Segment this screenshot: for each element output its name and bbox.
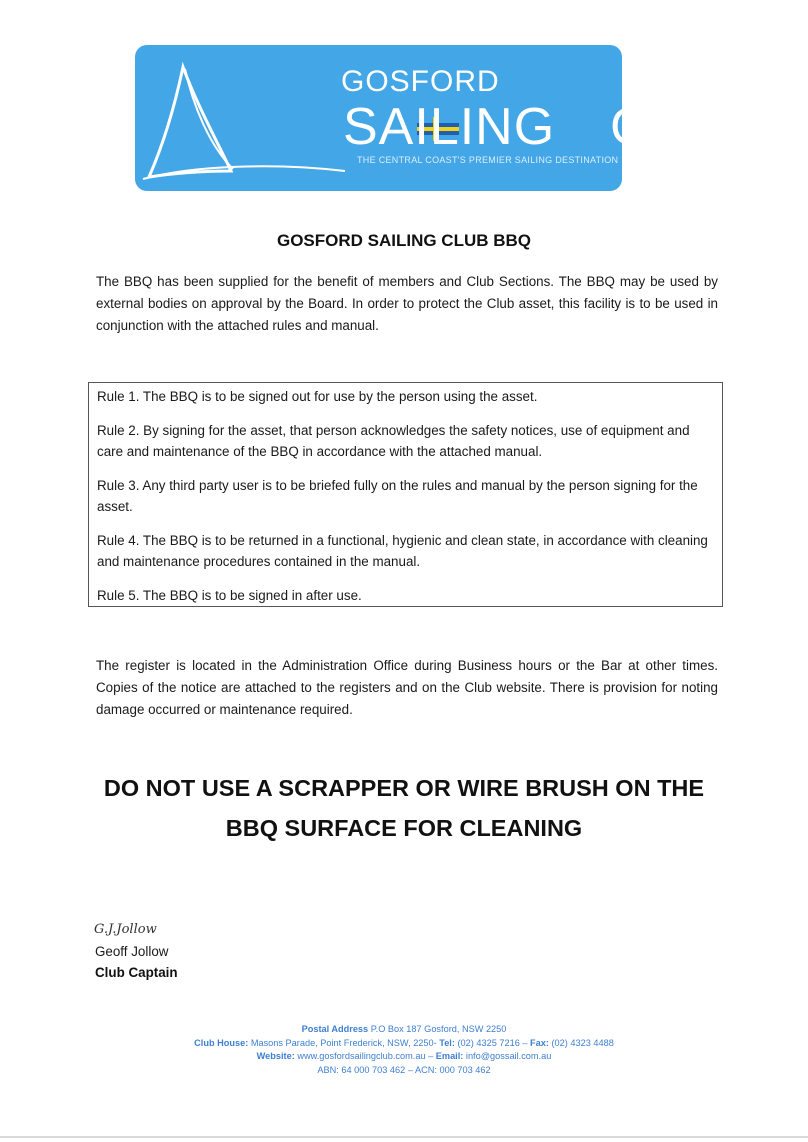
intro-paragraph: The BBQ has been supplied for the benefit of members and Club Sections. The BBQ may be used by external bodies on approval by the Board. In order to protect the Club asset, this facility is to be used in conjunction with the attached rules and manual. (96, 274, 718, 333)
logo-tagline: THE CENTRAL COAST'S PREMIER SAILING DESTINATION (357, 155, 619, 165)
rule-4: Rule 4. The BBQ is to be returned in a functional, hygienic and clean state, in accordance with cleaning and maintenance procedures contained in the manual. (97, 533, 708, 569)
warning-line-2: BBQ SURFACE FOR CLEANING (225, 815, 583, 841)
footer-clubhouse (0, 1037, 808, 1051)
rules-box (88, 382, 723, 607)
website-label: Website: (256, 1051, 295, 1061)
postal-label: Postal Address (301, 1024, 369, 1034)
logo-line-sailing: SAILING (343, 98, 556, 156)
fax-label: Fax: (530, 1037, 549, 1048)
logo-line-club: CLUB (610, 98, 753, 156)
tel-label: Tel: (439, 1037, 455, 1048)
clubhouse-value: Masons Parade, Point Frederick, NSW, 2250- (250, 1037, 437, 1048)
email-link: info@gossail.com.au (465, 1051, 552, 1061)
logo-line-gosford: GOSFORD (341, 65, 500, 98)
signer-name: Geoff Jollow (95, 944, 169, 959)
signature: G.J.Jollow (94, 922, 157, 937)
footer (0, 1023, 808, 1077)
tel-value: (02) 4325 7216 – (457, 1037, 528, 1048)
rule-3: Rule 3. Any third party user is to be briefed fully on the rules and manual by the person signing for the asset. (97, 478, 698, 514)
fax-value: (02) 4323 4488 (551, 1037, 614, 1048)
postal-value: P.O Box 187 Gosford, NSW 2250 (370, 1024, 507, 1034)
register-paragraph: The register is located in the Administration Office during Business hours or the Bar at other times. Copies of the notice are attached to the registers and on the Club website. There is provision for noting damage occurred or maintenance required. (96, 658, 718, 717)
club-logo (135, 45, 753, 191)
footer-abn: ABN: 64 000 703 462 – ACN: 000 703 462 (317, 1064, 491, 1075)
warning-line-1: DO NOT USE A SCRAPPER OR WIRE BRUSH ON THE (103, 775, 705, 801)
rule-2: Rule 2. By signing for the asset, that person acknowledges the safety notices, use of equipment and care and maintenance of the BBQ in accordance with the attached manual. (97, 423, 690, 459)
rule-1: Rule 1. The BBQ is to be signed out for use by the person using the asset. (97, 389, 538, 404)
clubhouse-label: Club House: (194, 1037, 249, 1048)
email-label: Email: (435, 1051, 464, 1061)
footer-postal (0, 1023, 808, 1037)
warning-notice (0, 768, 808, 848)
footer-web (0, 1050, 808, 1064)
document-title: GOSFORD SAILING CLUB BBQ (276, 231, 532, 250)
signer-role: Club Captain (95, 965, 178, 980)
rule-5: Rule 5. The BBQ is to be signed in after use. (97, 588, 362, 603)
website-link: www.gosfordsailingclub.com.au – (297, 1051, 434, 1061)
page-edge (0, 1136, 808, 1138)
